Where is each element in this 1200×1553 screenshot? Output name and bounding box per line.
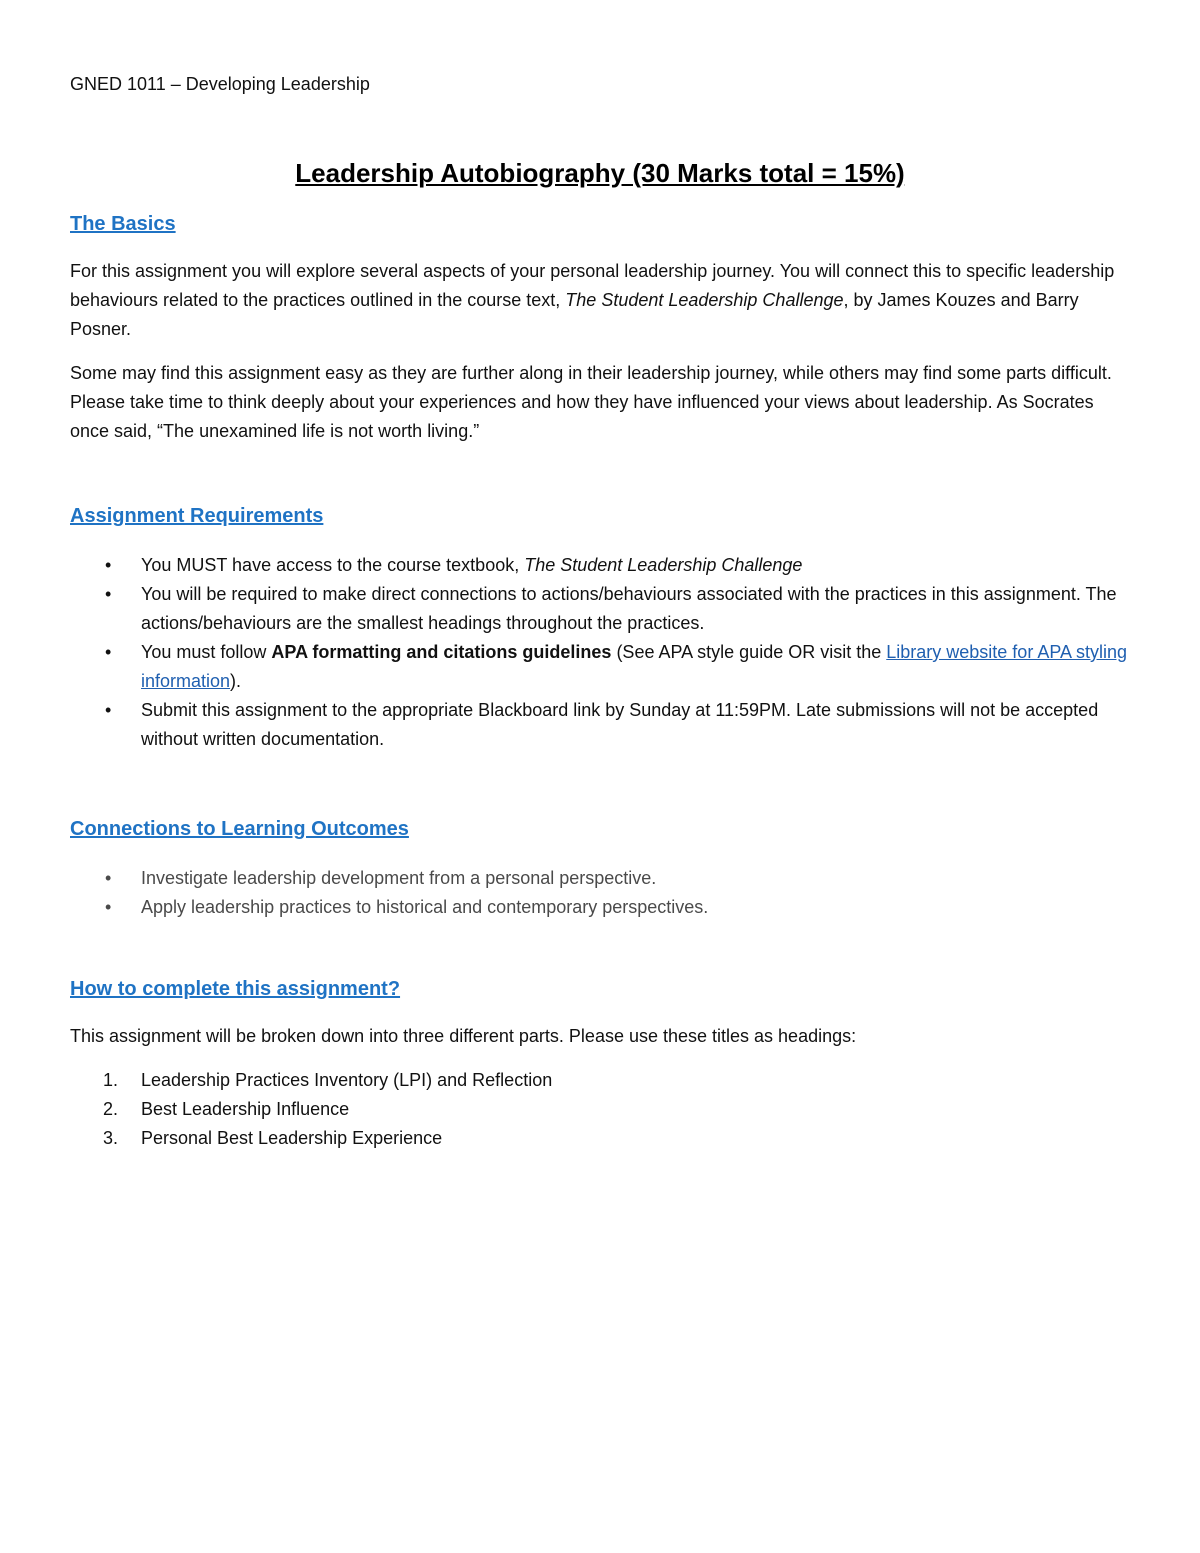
outcome-2-text: Apply leadership practices to historical and contemporary perspectives. (141, 897, 709, 917)
bullet-icon: • (105, 555, 112, 575)
list-item (70, 893, 1130, 922)
heading-assignment-requirements: Assignment Requirements (70, 505, 324, 527)
part-label: Best Leadership Influence (141, 1099, 350, 1119)
bullet-icon: • (105, 868, 112, 888)
bullet-icon: • (105, 700, 112, 720)
heading-how-to-complete: How to complete this assignment? (70, 978, 401, 1000)
basics-p1-text-a: For this assignment you will explore several aspects of your personal leadership journey. You will connect this to specific leadership behaviours related to the practices outlined in the course text, (70, 261, 1115, 310)
outcomes-list (70, 864, 1130, 922)
requirement-1-book-title: The Student Leadership Challenge (524, 555, 803, 575)
requirement-4-text: Submit this assignment to the appropriate Blackboard link by Sunday at 11:59PM. Late submissions will not be accepted without written documentation. (141, 700, 1099, 749)
bullet-icon: • (105, 642, 112, 662)
requirement-3-text-c: ). (230, 671, 242, 691)
part-label: Personal Best Leadership Experience (141, 1128, 443, 1148)
document-title: Leadership Autobiography (30 Marks total = 15%) (295, 158, 905, 188)
list-number: 3. (103, 1128, 119, 1148)
requirement-3-text-b: (See APA style guide OR visit the (611, 642, 887, 662)
list-number: 2. (103, 1099, 119, 1119)
course-header: GNED 1011 – Developing Leadership (70, 74, 370, 94)
list-item (70, 1095, 1130, 1124)
bullet-icon: • (105, 584, 112, 604)
requirement-3-bold: APA formatting and citations guidelines (271, 642, 612, 662)
requirement-2-text: You will be required to make direct connections to actions/behaviours associated with the practices in this assignment. The actions/behaviours are the smallest headings throughout the practices. (141, 584, 1117, 633)
basics-paragraph-2: Some may find this assignment easy as they are further along in their leadership journey, while others may find some parts difficult. Please take time to think deeply about your experiences and how they have influenced your views about leadership. As Socrates once said, “The unexamined life is not worth living.” (70, 363, 1112, 441)
parts-list (70, 1066, 1130, 1153)
list-item (70, 551, 1130, 580)
heading-the-basics: The Basics (70, 213, 176, 235)
list-item (70, 1066, 1130, 1095)
list-item (70, 696, 1130, 754)
bullet-icon: • (105, 897, 112, 917)
requirements-list (70, 551, 1130, 754)
heading-learning-outcomes: Connections to Learning Outcomes (70, 818, 409, 840)
part-label: Leadership Practices Inventory (LPI) and Reflection (141, 1070, 553, 1090)
basics-p1-text-b: , by James Kouzes and Barry Posner. (70, 290, 1079, 339)
outcome-1-text: Investigate leadership development from a personal perspective. (141, 868, 657, 888)
list-number: 1. (103, 1070, 119, 1090)
list-item (70, 638, 1130, 696)
list-item (70, 580, 1130, 638)
howto-intro: This assignment will be broken down into three different parts. Please use these titles as headings: (70, 1026, 857, 1046)
library-apa-link[interactable]: Library website for APA styling information (141, 642, 1128, 691)
list-item (70, 1124, 1130, 1153)
basics-p1-book-title: The Student Leadership Challenge (565, 290, 844, 310)
list-item (70, 864, 1130, 893)
basics-paragraph-1 (70, 257, 1130, 344)
requirement-3-text-a: You must follow (141, 642, 272, 662)
requirement-1-text: You MUST have access to the course textbook, (141, 555, 525, 575)
